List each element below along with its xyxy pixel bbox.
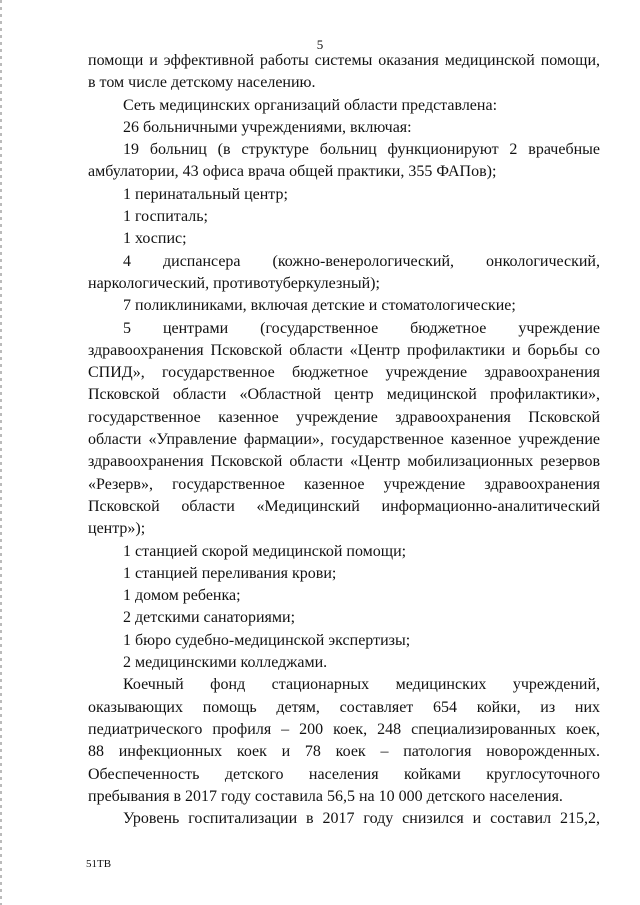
- text-line: области «Управление фармации», государственное казенное учреждение: [88, 431, 600, 449]
- text-line: в том числе детскому населению.: [88, 74, 316, 92]
- text-line: Псковской области «Медицинский информационно-аналитический: [88, 497, 600, 515]
- text-line: 1 станцией переливания крови;: [123, 564, 337, 582]
- text-line: 1 бюро судебно-медицинской экспертизы;: [123, 631, 411, 649]
- text-line: 4 диспансера (кожно-венерологический, онкологический,: [123, 252, 600, 270]
- text-line: 19 больниц (в структуре больниц функционируют 2 врачебные: [123, 141, 600, 159]
- text-line: «Резерв», государственное казенное учреждение здравоохранения: [88, 475, 600, 493]
- text-line: Обеспеченность детского населения койками круглосуточного: [88, 765, 600, 783]
- scan-edge: [0, 0, 2, 905]
- text-line: Коечный фонд стационарных медицинских учреждений,: [123, 676, 600, 694]
- text-line: 2 медицинскими колледжами.: [123, 654, 328, 672]
- text-line: пребывания в 2017 году составила 56,5 на 10 000 детского населения.: [88, 787, 563, 805]
- text-line: помощи и эффективной работы системы оказания медицинской помощи,: [88, 52, 600, 69]
- text-line: 1 перинатальный центр;: [123, 185, 288, 203]
- text-line: 7 поликлиниками, включая детские и стоматологические;: [123, 297, 516, 315]
- text-line: здравоохранения Псковской области «Центр профилактики и борьбы со: [88, 341, 600, 359]
- text-line: оказывающих помощь детям, составляет 654 койки, из них: [88, 698, 600, 716]
- text-line: Сеть медицинских организаций области представлена:: [123, 96, 498, 114]
- text-line: Псковской области «Областной центр медицинской профилактики»,: [88, 386, 600, 404]
- text-line: 1 госпиталь;: [123, 208, 208, 226]
- text-line: педиатрического профиля – 200 коек, 248 специализированных коек,: [88, 720, 600, 738]
- text-line: амбулатории, 43 офиса врача общей практики, 355 ФАПов);: [88, 163, 497, 181]
- text-line: 26 больничными учреждениями, включая:: [123, 118, 412, 136]
- text-line: Уровень госпитализации в 2017 году снизился и составил 215,2,: [123, 810, 600, 828]
- text-line: 1 хоспис;: [123, 230, 187, 248]
- text-line: 1 станцией скорой медицинской помощи;: [123, 542, 407, 560]
- text-line: 2 детскими санаториями;: [123, 609, 296, 627]
- document-code: 51ТВ: [86, 858, 112, 870]
- text-line: наркологический, противотуберкулезный);: [88, 274, 380, 292]
- text-line: государственное казенное учреждение здравоохранения Псковской: [88, 408, 600, 426]
- page-number: 5: [316, 37, 324, 52]
- text-line: СПИД», государственное бюджетное учреждение здравоохранения: [88, 364, 600, 382]
- text-line: 1 домом ребенка;: [123, 587, 241, 605]
- text-line: центр»);: [88, 520, 146, 538]
- text-line: 88 инфекционных коек и 78 коек – патология новорожденных.: [88, 743, 600, 761]
- text-line: 5 центрами (государственное бюджетное учреждение: [123, 319, 600, 337]
- text-line: здравоохранения Псковской области «Центр мобилизационных резервов: [88, 453, 600, 471]
- body-text: [88, 50, 600, 830]
